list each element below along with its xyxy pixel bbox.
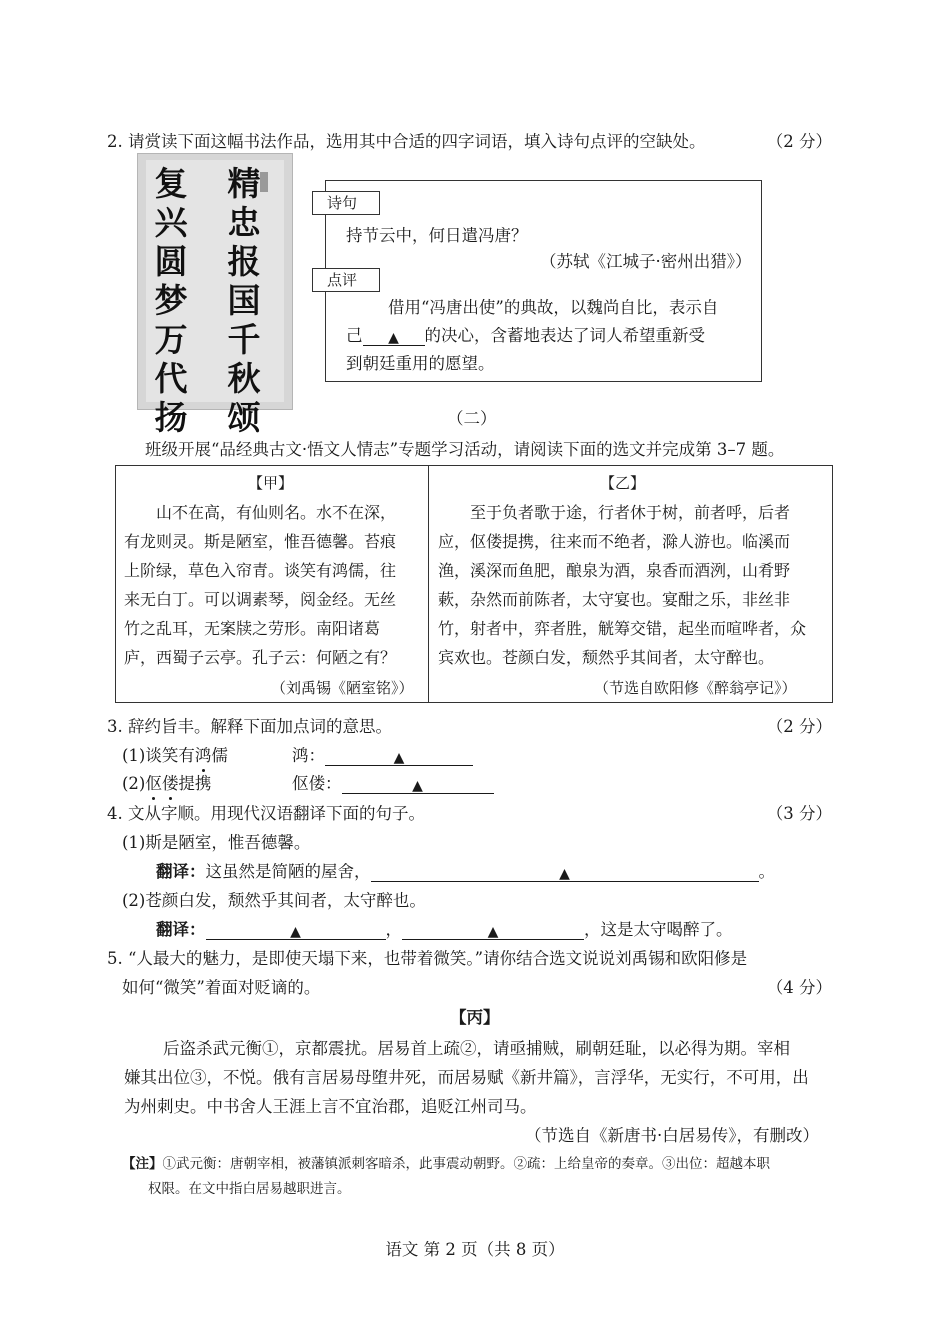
comment-line-2: 己 ▲ 的决心，含蓄地表达了词人希望重新受 — [346, 326, 705, 346]
q2-stem: 2. 请赏读下面这幅书法作品，选用其中合适的四字词语，填入诗句点评的空缺处。 — [107, 132, 706, 151]
answer-blank-q2[interactable]: ▲ — [363, 327, 425, 346]
calligraphy-seal — [260, 172, 268, 192]
passage-c-note-1: 【注】①武元衡：唐朝宰相，被藩镇派刺客暗杀，此事震动朝野。②疏：上给皇帝的奏章。③出位：超越本职 — [122, 1156, 770, 1172]
q5-stem-1: 5. “人最大的魅力，是即使天塌下来，也带着微笑。”请你结合选文说说刘禹锡和欧阳修是 — [107, 949, 748, 968]
q4-sentence-1: (1)斯是陋室，惟吾德馨。 — [122, 833, 311, 852]
passage-a-header: 【甲】 — [248, 474, 294, 492]
comment-line-1: 借用“冯唐出使”的典故，以魏尚自比，表示自 — [388, 298, 719, 317]
passage-c-line-3: 为州刺史。中书舍人王涯上言不宜治郡，追贬江州司马。 — [124, 1097, 537, 1116]
answer-blank-q4-2b[interactable]: ▲ — [402, 921, 584, 940]
q3-item-2-answer: 伛偻： ▲ — [292, 770, 494, 794]
q3-item-2: (2)伛偻提携 — [122, 774, 212, 793]
calligraphy-right-column: 精 忠 报 国 千 秋 颂 — [227, 164, 261, 437]
poem-tag: 诗句 — [312, 191, 380, 215]
answer-blank-q3-2[interactable]: ▲ — [342, 775, 494, 794]
q4-stem: 4. 文从字顺。用现代汉语翻译下面的句子。 — [107, 804, 425, 823]
q4-translation-2: 翻译： ▲ ， ▲ ，这是太守喝醉了。 — [156, 920, 733, 940]
poem-source: （苏轼《江城子·密州出猎》） — [540, 252, 752, 271]
q3-item-1: (1)谈笑有鸿儒 — [122, 746, 228, 765]
passage-c-line-2: 嫌其出位③，不悦。俄有言居易母堕井死，而居易赋《新井篇》，言浮华，无实行，不可用，出 — [124, 1068, 809, 1087]
page-footer: 语文 第 2 页（共 8 页） — [385, 1240, 565, 1259]
q4-translation-1: 翻译：这虽然是简陋的屋舍， ▲ 。 — [156, 862, 775, 882]
calligraphy-left-column: 复 兴 圆 梦 万 代 扬 — [154, 164, 188, 437]
poem-line: 持节云中，何日遣冯唐？ — [346, 226, 528, 245]
q3-item-1-answer: 鸿： ▲ — [292, 742, 473, 766]
q4-sentence-2: (2)苍颜白发，颓然乎其间者，太守醉也。 — [122, 891, 426, 910]
passage-c-note-2: 权限。在文中指白居易越职进言。 — [148, 1181, 351, 1197]
section-intro: 班级开展“品经典古文·悟文人情志”专题学习活动，请阅读下面的选文并完成第 3–7 题。 — [145, 440, 785, 459]
passages-table — [115, 465, 833, 703]
passage-c-source: （节选自《新唐书·白居易传》，有删改） — [525, 1126, 819, 1145]
comment-line-3: 到朝廷重用的愿望。 — [346, 354, 495, 373]
answer-blank-q3-1[interactable]: ▲ — [325, 747, 473, 766]
section-title: （二） — [447, 409, 497, 428]
answer-blank-q4-2a[interactable]: ▲ — [206, 921, 386, 940]
answer-blank-q4-1[interactable]: ▲ — [371, 863, 759, 882]
passage-c-line-1: 后盗杀武元衡①，京都震扰。居易首上疏②，请亟捕贼，刷朝廷耻，以必得为期。宰相 — [163, 1039, 790, 1058]
q3-stem: 3. 辞约旨丰。解释下面加点词的意思。 — [107, 717, 392, 736]
passage-a-source: （刘禹锡《陋室铭》） — [271, 679, 414, 697]
q5-score: （4 分） — [766, 978, 832, 997]
q2-score: （2 分） — [766, 132, 832, 151]
passage-b-source: （节选自欧阳修《醉翁亭记》） — [594, 679, 797, 697]
passage-c-header: 【丙】 — [450, 1008, 500, 1027]
passage-a-text: 山不在高，有仙则名。水不在深， 有龙则灵。斯是陋室，惟吾德馨。苔痕 上阶绿，草色入帘青。谈笑有鸿儒，往 来无白丁。可以调素琴，阅金经。无丝 竹之乱耳，无案牍之劳形。南阳诸葛 庐，西蜀子云亭。孔子云：何陋之有？ — [124, 503, 397, 667]
q5-stem-2: 如何“微笑”着面对贬谪的。 — [122, 978, 321, 997]
q4-score: （3 分） — [766, 804, 832, 823]
comment-tag: 点评 — [312, 268, 380, 292]
passage-b-header: 【乙】 — [600, 474, 646, 492]
q3-score: （2 分） — [766, 717, 832, 736]
passage-b-text: 至于负者歌于途，行者休于树，前者呼，后者 应，伛偻提携，往来而不绝者，滁人游也。临溪而 渔，溪深而鱼肥，酿泉为酒，泉香而酒洌，山肴野 蔌，杂然而前陈者，太守宴也。宴酣之乐，非丝非 竹，射者中，弈者胜，觥筹交错，起坐而喧哗者，众 宾欢也。苍颜白发，颓然乎其间者，太守醉也。 — [438, 503, 807, 667]
calligraphy-image — [137, 153, 293, 437]
